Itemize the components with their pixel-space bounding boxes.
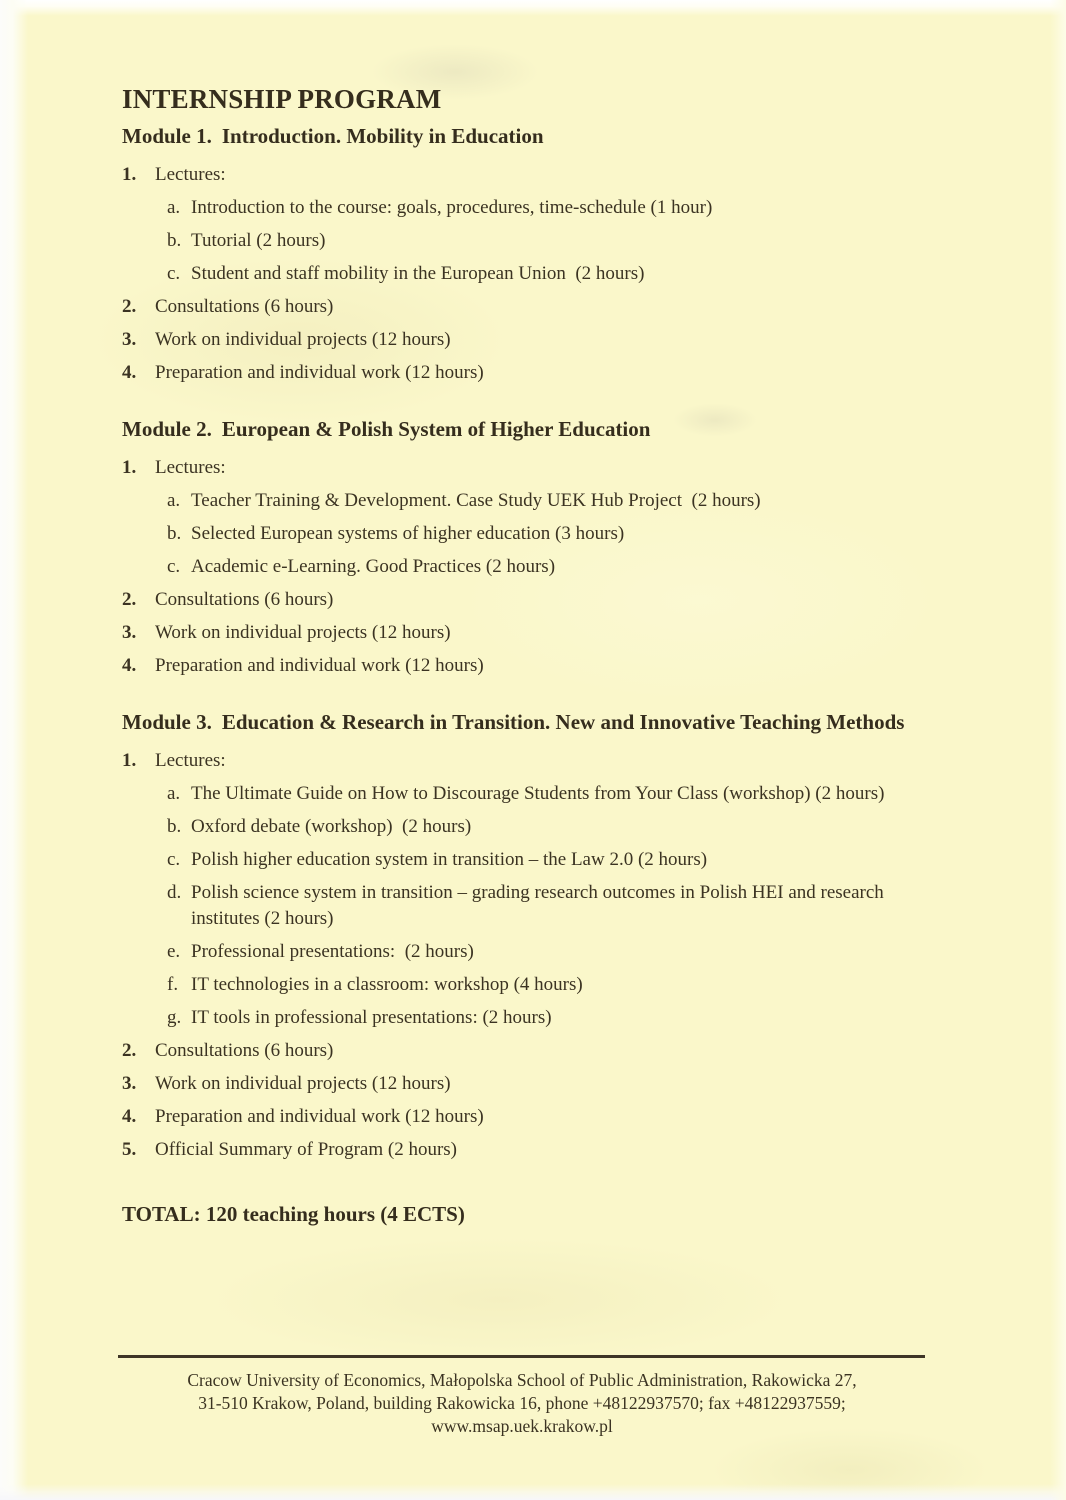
sub-list-letter: c. (167, 263, 181, 284)
list-item-text: Consultations (6 hours) (155, 296, 334, 317)
module-3-name: Education & Research in Transition. New and Innovative Teaching Methods (221, 710, 905, 734)
list-item (122, 587, 938, 613)
list-number: 3. (122, 622, 137, 643)
sub-list-item (167, 521, 938, 547)
footer-address-line-2: 31-510 Krakow, Poland, building Rakowicka 16, phone +48122937570; fax +48122937559; (198, 1393, 846, 1413)
sub-list-item (167, 554, 938, 580)
sub-list-letter: c. (167, 849, 181, 870)
list-number: 2. (122, 589, 137, 610)
list-item (122, 455, 938, 481)
sub-list-letter: a. (167, 490, 181, 511)
list-item (122, 162, 938, 188)
document-content (122, 83, 938, 1228)
sub-list-text: The Ultimate Guide on How to Discourage Students from Your Class (workshop) (2 hours) (191, 783, 885, 804)
sub-list-item (167, 880, 938, 932)
sub-list-text: Polish science system in transition – grading research outcomes in Polish HEI and research institutes (2 hours) (191, 882, 889, 929)
list-number: 3. (122, 329, 137, 350)
sub-list-text: Teacher Training & Development. Case Study UEK Hub Project (2 hours) (191, 490, 761, 511)
module-1-name: Introduction. Mobility in Education (221, 124, 544, 148)
list-number: 4. (122, 1106, 137, 1127)
page-title: INTERNSHIP PROGRAM (122, 84, 442, 114)
list-item-text: Consultations (6 hours) (155, 589, 334, 610)
scan-edge-bottom (0, 1484, 1066, 1500)
scan-edge-top (0, 0, 1066, 16)
list-number: 5. (122, 1139, 137, 1160)
list-item (122, 327, 938, 353)
module-1-label: Module 1. (122, 124, 212, 148)
list-item (122, 294, 938, 320)
sub-list-text: Polish higher education system in transition – the Law 2.0 (2 hours) (191, 849, 708, 870)
scan-edge-right (1050, 0, 1066, 1500)
list-number: 2. (122, 296, 137, 317)
sub-list-letter: e. (167, 941, 181, 962)
module-1-section (122, 123, 938, 386)
list-item-text: Preparation and individual work (12 hours) (155, 655, 484, 676)
list-item (122, 360, 938, 386)
module-3-label: Module 3. (122, 710, 212, 734)
list-item (122, 1137, 938, 1163)
list-item-text: Work on individual projects (12 hours) (155, 329, 451, 350)
sub-list-item (167, 781, 938, 807)
sub-list-item (167, 939, 938, 965)
list-number: 3. (122, 1073, 137, 1094)
list-number: 4. (122, 655, 137, 676)
list-item (122, 620, 938, 646)
sub-list-item (167, 1005, 938, 1031)
sub-list-text: Academic e-Learning. Good Practices (2 hours) (191, 556, 556, 577)
module-1-heading (122, 123, 938, 150)
list-number: 1. (122, 750, 137, 771)
module-2-heading (122, 416, 938, 443)
list-item-text: Lectures: (155, 457, 226, 478)
list-number: 1. (122, 164, 137, 185)
sub-list-text: Selected European systems of higher education (3 hours) (191, 523, 625, 544)
sub-list-letter: d. (167, 882, 182, 903)
list-item-text: Preparation and individual work (12 hours) (155, 1106, 484, 1127)
sub-list-item (167, 972, 938, 998)
sub-list-item (167, 261, 938, 287)
scan-edge-left (0, 0, 28, 1500)
list-item-text: Lectures: (155, 164, 226, 185)
sub-list-letter: f. (167, 974, 179, 995)
sub-list-letter: c. (167, 556, 181, 577)
sub-list-text: Introduction to the course: goals, procedures, time-schedule (1 hour) (191, 197, 713, 218)
module-2-section (122, 416, 938, 679)
sub-list-text: IT tools in professional presentations: (2 hours) (191, 1007, 552, 1028)
sub-list-text: Oxford debate (workshop) (2 hours) (191, 816, 472, 837)
list-item-text: Lectures: (155, 750, 226, 771)
module-3-heading (122, 709, 938, 736)
list-item (122, 748, 938, 774)
list-item (122, 1071, 938, 1097)
sub-list-letter: a. (167, 197, 181, 218)
list-item (122, 1104, 938, 1130)
footer-address (122, 1369, 922, 1438)
sub-list-item (167, 847, 938, 873)
list-item-text: Official Summary of Program (2 hours) (155, 1139, 458, 1160)
list-number: 1. (122, 457, 137, 478)
list-number: 4. (122, 362, 137, 383)
module-3-section (122, 709, 938, 1163)
sub-list-letter: b. (167, 523, 182, 544)
total-hours-line: TOTAL: 120 teaching hours (4 ECTS) (122, 1202, 465, 1226)
sub-list-text: IT technologies in a classroom: workshop (4 hours) (191, 974, 583, 995)
sub-list-text: Professional presentations: (2 hours) (191, 941, 474, 962)
sub-list-text: Tutorial (2 hours) (191, 230, 326, 251)
footer-website: www.msap.uek.krakow.pl (431, 1416, 613, 1436)
sub-list-item (167, 814, 938, 840)
list-item-text: Consultations (6 hours) (155, 1040, 334, 1061)
sub-list-letter: a. (167, 783, 181, 804)
module-2-label: Module 2. (122, 417, 212, 441)
sub-list-text: Student and staff mobility in the European Union (2 hours) (191, 263, 645, 284)
list-item-text: Work on individual projects (12 hours) (155, 622, 451, 643)
footer-address-line-1: Cracow University of Economics, Małopolska School of Public Administration, Rakowicka 27, (187, 1370, 857, 1390)
sub-list-item (167, 195, 938, 221)
sub-list-item (167, 228, 938, 254)
list-item-text: Preparation and individual work (12 hours) (155, 362, 484, 383)
footer-divider (118, 1355, 925, 1358)
sub-list-item (167, 488, 938, 514)
sub-list-letter: b. (167, 816, 182, 837)
module-2-name: European & Polish System of Higher Education (221, 417, 651, 441)
sub-list-letter: b. (167, 230, 182, 251)
list-item-text: Work on individual projects (12 hours) (155, 1073, 451, 1094)
list-item (122, 653, 938, 679)
list-item (122, 1038, 938, 1064)
list-number: 2. (122, 1040, 137, 1061)
sub-list-letter: g. (167, 1007, 182, 1028)
